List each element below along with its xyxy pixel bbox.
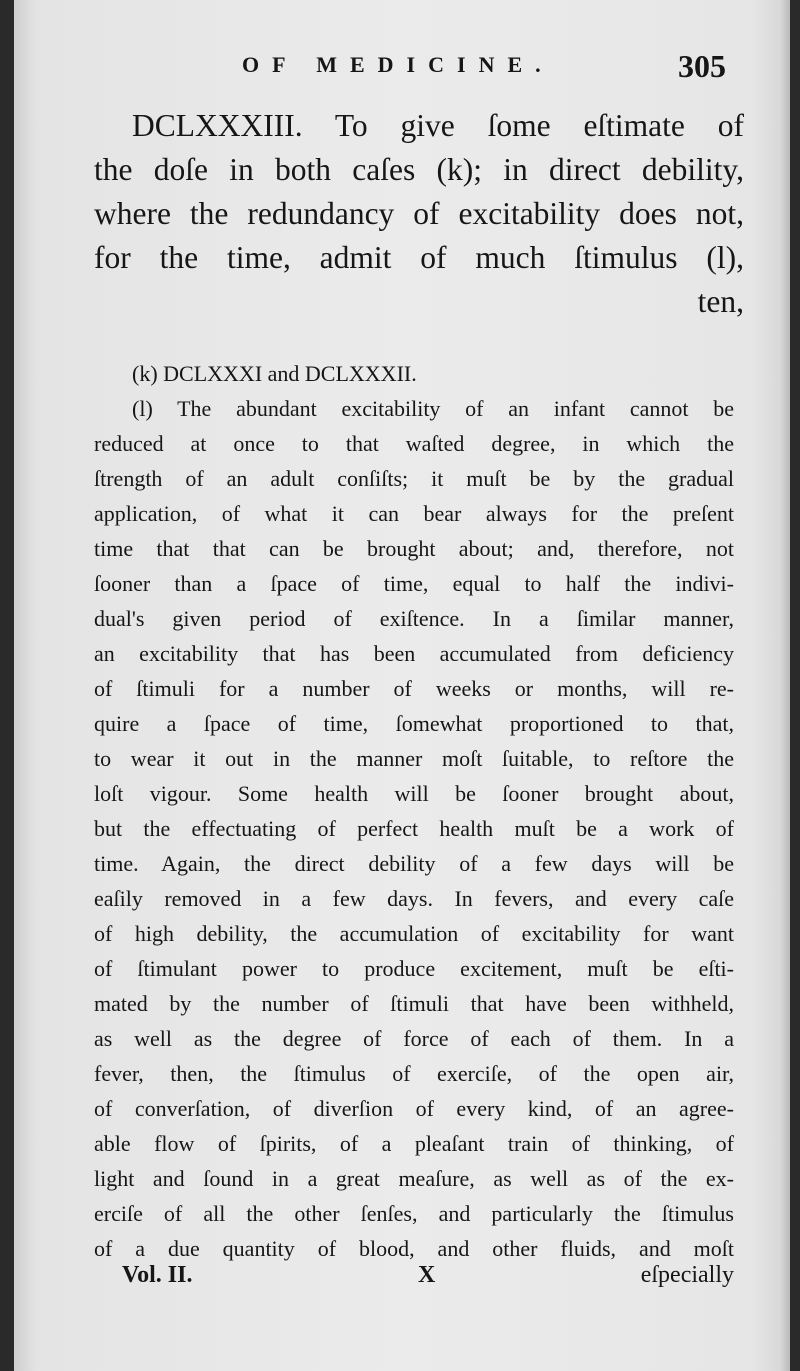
signature-mark: X (418, 1262, 436, 1288)
footnote-l-line: as well as the degree of force of each of them. In a (94, 1026, 734, 1051)
catchword: eſpecially (640, 1262, 734, 1288)
footnote-l-line: of converſation, of diverſion of every kind, of an agree- (94, 1096, 734, 1121)
main-text-line: ten, (697, 284, 744, 319)
footnote-l-line: quire a ſpace of time, ſomewhat proportioned to that, (94, 711, 734, 736)
footnote-l-line: loſt vigour. Some health will be ſooner brought about, (94, 781, 734, 806)
footnote-l-line: of ſtimulant power to produce excitement, muſt be eſti- (94, 956, 734, 981)
footnote-l-line: application, of what it can bear always for the preſent (94, 501, 734, 526)
footnote-l-line: reduced at once to that waſted degree, in which the (94, 431, 734, 456)
footnote-l-line: an excitability that has been accumulated from deficiency (94, 641, 734, 666)
footnote-l-line: able flow of ſpirits, of a pleaſant train of thinking, of (94, 1131, 734, 1156)
volume-label: Vol. II. (122, 1262, 193, 1288)
footnotes (94, 356, 734, 1266)
footnote-l-line: time. Again, the direct debility of a few days will be (94, 851, 734, 876)
main-text-line: the doſe in both caſes (k); in direct debility, (94, 152, 744, 187)
page-edge-shadow (780, 0, 790, 1371)
footnote-l-line: of ſtimuli for a number of weeks or months, will re- (94, 676, 734, 701)
footnote-l-line: eaſily removed in a few days. In fevers, and every caſe (94, 886, 734, 911)
main-text-line: where the redundancy of excitability does not, (94, 196, 744, 231)
footnote-l-line: (l) The abundant excitability of an infant cannot be (132, 396, 734, 421)
footnote-l-line: time that that can be brought about; and, therefore, not (94, 536, 734, 561)
footnote-l-line: of high debility, the accumulation of excitability for want (94, 921, 734, 946)
main-paragraph (94, 104, 744, 324)
main-text-line: for the time, admit of much ſtimulus (l), (94, 240, 744, 275)
footnote-l-line: ſtrength of an adult conſiſts; it muſt be by the gradual (94, 466, 734, 491)
footnote-l-line: ſooner than a ſpace of time, equal to half the indivi- (94, 571, 734, 596)
running-title: OF MEDICINE. (242, 52, 554, 77)
book-page (14, 0, 790, 1371)
footnote-l-line: fever, then, the ſtimulus of exerciſe, of the open air, (94, 1061, 734, 1086)
footnote-l-line: but the effectuating of perfect health muſt be a work of (94, 816, 734, 841)
footnote-l-line: dual's given period of exiſtence. In a ſimilar manner, (94, 606, 734, 631)
footnote-k: (k) DCLXXXI and DCLXXXII. (132, 361, 417, 386)
footnote-l-line: to wear it out in the manner moſt ſuitable, to reſtore the (94, 746, 734, 771)
footnote-l-line: light and ſound in a great meaſure, as well as of the ex- (94, 1166, 734, 1191)
page-footer (122, 1262, 734, 1296)
footnote-l-line: erciſe of all the other ſenſes, and particularly the ſtimulus (94, 1201, 734, 1226)
main-text-line: DCLXXXIII. To give ſome eſtimate of (132, 108, 744, 143)
page-number: 305 (678, 48, 726, 84)
footnote-l-line: mated by the number of ſtimuli that have been withheld, (94, 991, 734, 1016)
footnote-l-line: of a due quantity of blood, and other fluids, and moſt (94, 1236, 734, 1261)
page-header (14, 48, 790, 88)
